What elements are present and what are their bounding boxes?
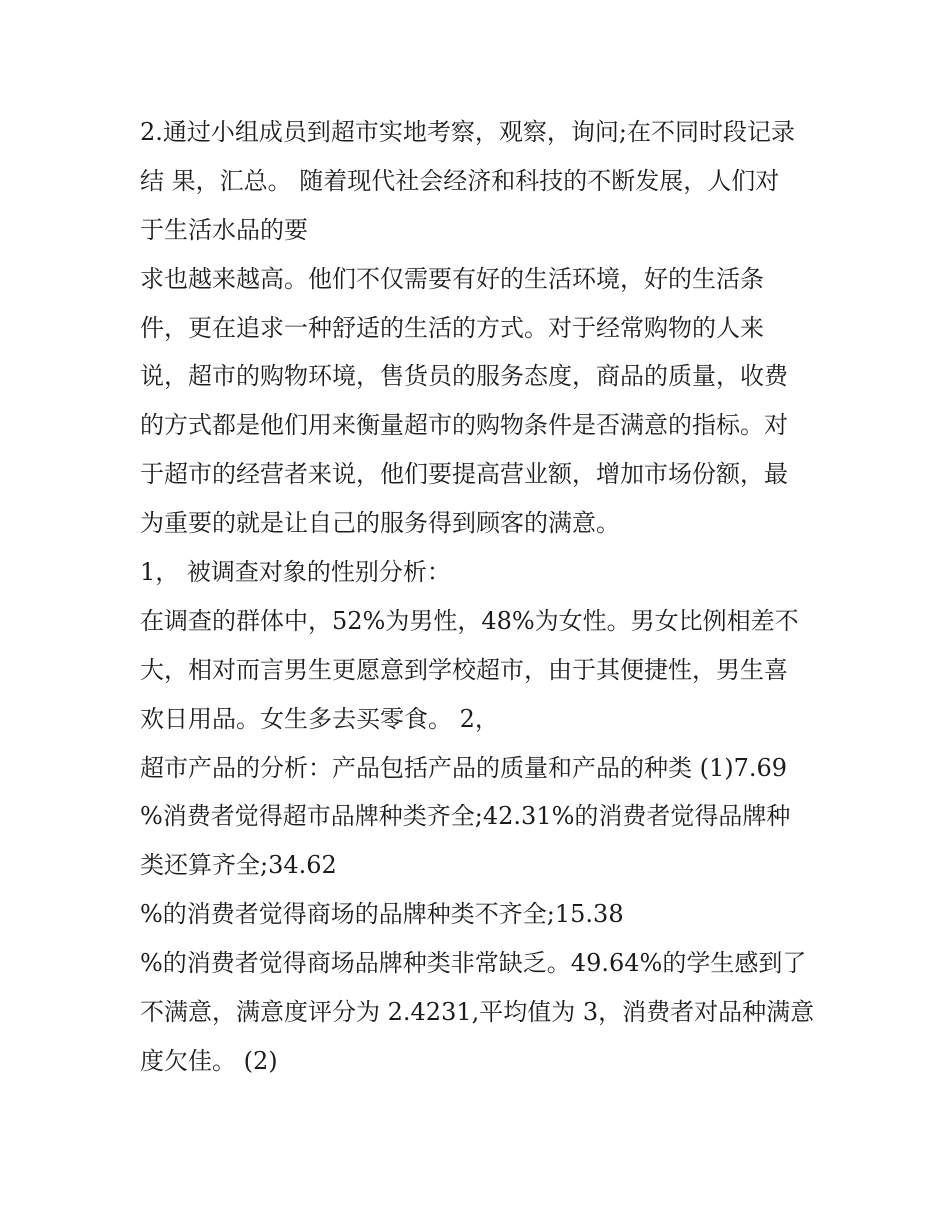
- text-line: 于生活水品的要: [140, 215, 308, 244]
- text-line: 类还算齐全;34.62: [140, 851, 337, 880]
- text-line: 件，更在追求一种舒适的生活的方式。对于经常购物的人来: [140, 313, 764, 342]
- document-body: [140, 108, 830, 1086]
- text-line: %的消费者觉得商场的品牌种类不齐全;15.38: [140, 900, 624, 929]
- text-line: 大，相对而言男生更愿意到学校超市，由于其便捷性，男生喜: [140, 655, 788, 684]
- text-line: 说，超市的购物环境，售货员的服务态度，商品的质量，收费: [140, 362, 788, 391]
- text-line: 为重要的就是让自己的服务得到顾客的满意。: [140, 509, 620, 538]
- text-line: 于超市的经营者来说，他们要提高营业额，增加市场份额，最: [140, 460, 788, 489]
- section-heading: 1， 被调查对象的性别分析：: [140, 558, 451, 587]
- text-line: %消费者觉得超市品牌种类齐全;42.31%的消费者觉得品牌种: [140, 802, 791, 831]
- text-line: 结 果，汇总。 随着现代社会经济和科技的不断发展，人们对: [140, 166, 780, 195]
- text-line: 超市产品的分析：产品包括产品的质量和产品的种类 (1)7.69: [140, 753, 788, 782]
- text-line: 度欠佳。 (2): [140, 1046, 278, 1075]
- text-line: 在调查的群体中，52%为男性，48%为女性。男女比例相差不: [140, 606, 799, 635]
- text-line: 欢日用品。女生多去买零食。 2，: [140, 704, 499, 733]
- text-line: 求也越来越高。他们不仅需要有好的生活环境，好的生活条: [140, 264, 764, 293]
- text-line: 的方式都是他们用来衡量超市的购物条件是否满意的指标。对: [140, 411, 788, 440]
- text-line: %的消费者觉得商场品牌种类非常缺乏。49.64%的学生感到了: [140, 949, 807, 978]
- text-line: 2.通过小组成员到超市实地考察，观察，询问;在不同时段记录: [140, 118, 795, 146]
- text-line: 不满意，满意度评分为 2.4231,平均值为 3，消费者对品种满意: [140, 998, 815, 1027]
